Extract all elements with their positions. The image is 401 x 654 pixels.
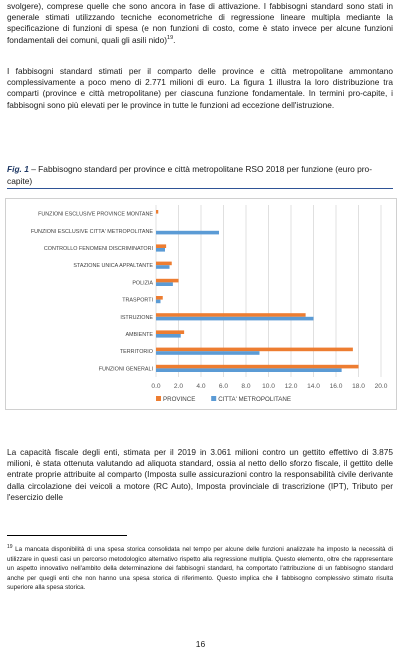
x-tick-label: 20.0: [374, 383, 388, 390]
legend-swatch: [156, 396, 161, 401]
footnote-number: 19: [7, 543, 13, 550]
bar-province: [156, 244, 166, 248]
x-tick-label: 10.0: [262, 383, 275, 390]
footnote-text: La mancata disponibilità di una spesa storica consolidata nel tempo per alcune delle funzioni analizzate ha imposto la necessità di utilizzare in questi casi un percorso metodologico alternativo rispetto alla regressione multipla. Questo elemento, oltre che rappresentare un aspetto innovativo nell'ambito della determinazione dei fabbisogni standard, ha comportato l'attribuzione di un fabbisogno standard anche per quegli enti che non hanno una spesa storica di riferimento. Questo implica che il fabbisogno complessivo stimato risulta superiore alla spesa storica.: [7, 546, 393, 592]
category-label: FUNZIONI ESCLUSIVE CITTA' METROPOLITANE: [30, 228, 153, 235]
bar-citta-metropolitane: [156, 231, 219, 235]
bar-citta-metropolitane: [156, 351, 260, 355]
figure-label: Fig. 1: [7, 164, 29, 174]
bar-province: [156, 365, 359, 369]
x-tick-label: 14.0: [307, 383, 320, 390]
x-tick-label: 16.0: [329, 383, 343, 390]
category-label: STAZIONE UNICA APPALTANTE: [73, 263, 153, 270]
footnote-separator: [7, 535, 127, 536]
paragraph-intro-text: svolgere), comprese quelle che sono ancora in fase di attivazione. I fabbisogni standard sono stati in generale stimati utilizzando tecniche econometriche di regressione lineare multipla mediante la specificazione di funzioni di spesa (e non funzioni di costo, come è stato invece per alcune funzioni fondamentali dei comuni, quali gli asili nido): [7, 1, 393, 45]
legend-swatch: [211, 396, 216, 401]
legend-label: CITTA' METROPOLITANE: [218, 396, 292, 403]
x-tick-label: 8.0: [241, 383, 251, 390]
footnote: [7, 545, 393, 593]
bar-citta-metropolitane: [156, 282, 173, 286]
bar-province: [156, 313, 306, 317]
chart-svg: [6, 199, 396, 409]
bar-citta-metropolitane: [156, 248, 165, 252]
bar-province: [156, 262, 172, 266]
category-label: AMBIENTE: [125, 332, 153, 338]
x-tick-label: 4.0: [196, 383, 206, 390]
bar-province: [156, 330, 184, 334]
figure-caption-text: – Fabbisogno standard per province e città metropolitane RSO 2018 per funzione (euro pro-capite): [7, 164, 372, 186]
x-tick-label: 18.0: [352, 383, 365, 390]
paragraph-capacita-fiscale: La capacità fiscale degli enti, stimata per il 2019 in 3.061 milioni contro un gettito effettivo di 3.875 milioni, è stata ottenuta valutando ad aliquota standard, ossia al netto dello sforzo fiscale, il gettito delle entrate proprie attribuite al comparto (Imposta sulle assicurazioni contro la responsabilità civile derivante dalla circolazione dei veicoli a motore (RC Auto), Imposta provinciale di trascrizione (IPT), Tributo per l'esercizio delle: [7, 447, 393, 502]
bar-citta-metropolitane: [156, 265, 170, 269]
bar-province: [156, 296, 163, 300]
bar-citta-metropolitane: [156, 300, 161, 304]
category-label: POLIZIA: [132, 280, 153, 287]
bar-chart: [5, 198, 397, 410]
x-tick-label: 2.0: [173, 383, 184, 390]
paragraph-intro-tail: .: [173, 34, 176, 45]
category-label: CONTROLLO FENOMENI DISCRIMINATORI: [43, 246, 153, 252]
x-tick-label: 12.0: [284, 383, 298, 390]
caption-underline: [7, 188, 393, 189]
category-label: ISTRUZIONE: [120, 314, 153, 321]
x-tick-label: 0.0: [151, 383, 161, 390]
x-tick-label: 6.0: [218, 383, 229, 390]
figure-caption: [7, 164, 393, 189]
category-label: TERRITORIO: [119, 349, 153, 356]
legend-label: PROVINCE: [163, 396, 196, 403]
bar-province: [156, 279, 179, 283]
page-number: 16: [195, 639, 206, 649]
category-label: TRASPORTI: [122, 297, 153, 304]
bar-citta-metropolitane: [156, 368, 342, 372]
bar-citta-metropolitane: [156, 317, 314, 321]
category-label: FUNZIONI ESCLUSIVE PROVINCE MONTANE: [38, 211, 153, 218]
bar-province: [156, 348, 353, 352]
paragraph-intro: [7, 1, 393, 46]
paragraph-fabbisogni: I fabbisogni standard stimati per il comparto delle province e città metropolitane ammontano complessivamente a poco meno di 2.771 milioni di euro. La figura 1 illustra la loro distribuzione tra comparti (province e città metropolitane) per ciascuna funzione fondamentale. In termini pro-capite, i fabbisogni sono più elevati per le province in tutte le funzioni ad eccezione dell'istruzione.: [7, 66, 393, 110]
bar-province: [156, 210, 158, 214]
bar-citta-metropolitane: [156, 334, 181, 338]
footnote-ref[interactable]: 19: [167, 34, 174, 41]
category-label: FUNZIONI GENERALI: [98, 366, 153, 373]
